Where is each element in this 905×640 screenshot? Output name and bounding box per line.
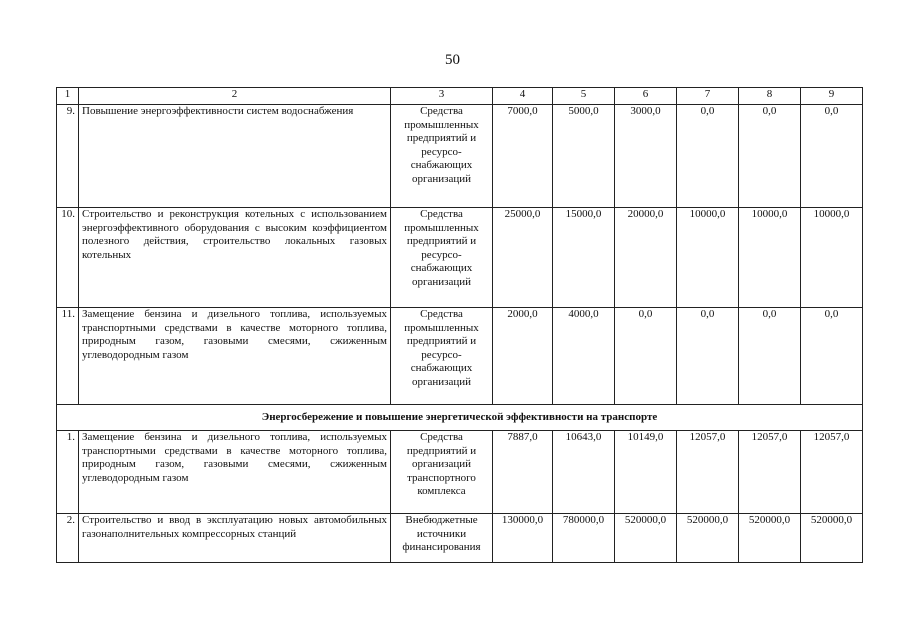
column-header: 7 [677, 88, 739, 105]
row-value: 10149,0 [615, 431, 677, 514]
column-header: 2 [79, 88, 391, 105]
row-value: 520000,0 [801, 514, 863, 563]
row-value: 0,0 [677, 308, 739, 405]
row-value: 520000,0 [677, 514, 739, 563]
row-value: 780000,0 [553, 514, 615, 563]
row-value: 12057,0 [739, 431, 801, 514]
column-header: 8 [739, 88, 801, 105]
row-value: 10000,0 [801, 208, 863, 308]
column-header: 3 [391, 88, 493, 105]
row-description: Строительство и ввод в эксплуатацию новых автомобильных газонаполнительных компрессорных станций [79, 514, 391, 563]
section-header-row [57, 405, 863, 431]
table-header-row [57, 88, 863, 105]
row-description: Замещение бензина и дизельного топлива, используемых транспортными средствами в качестве моторного топлива, природным газом, газовыми смесями, сжиженным углеводородным газом [79, 308, 391, 405]
row-source: Внебюджетные источники финансирования [391, 514, 493, 563]
section-title: Энергосбережение и повышение энергетической эффективности на транспорте [57, 405, 863, 431]
column-header: 4 [493, 88, 553, 105]
row-value: 520000,0 [739, 514, 801, 563]
row-number: 10. [57, 208, 79, 308]
row-value: 7000,0 [493, 105, 553, 208]
row-value: 4000,0 [553, 308, 615, 405]
row-value: 10643,0 [553, 431, 615, 514]
row-source: Средства промышленных предприятий и ресурсо-снабжающих организаций [391, 208, 493, 308]
table-row [57, 431, 863, 514]
table-row [57, 105, 863, 208]
column-header: 9 [801, 88, 863, 105]
table-row [57, 514, 863, 563]
row-value: 10000,0 [739, 208, 801, 308]
row-value: 0,0 [739, 308, 801, 405]
row-value: 3000,0 [615, 105, 677, 208]
row-value: 5000,0 [553, 105, 615, 208]
row-value: 12057,0 [801, 431, 863, 514]
row-number: 2. [57, 514, 79, 563]
row-value: 0,0 [677, 105, 739, 208]
row-value: 7887,0 [493, 431, 553, 514]
row-value: 25000,0 [493, 208, 553, 308]
row-value: 130000,0 [493, 514, 553, 563]
row-value: 0,0 [615, 308, 677, 405]
row-value: 0,0 [801, 105, 863, 208]
row-value: 0,0 [801, 308, 863, 405]
row-source: Средства промышленных предприятий и ресурсо-снабжающих организаций [391, 105, 493, 208]
row-value: 15000,0 [553, 208, 615, 308]
row-value: 0,0 [739, 105, 801, 208]
row-number: 1. [57, 431, 79, 514]
column-header: 6 [615, 88, 677, 105]
row-number: 9. [57, 105, 79, 208]
row-description: Замещение бензина и дизельного топлива, используемых транспортными средствами в качестве моторного топлива, природным газом, газовыми смесями, сжиженным углеводородным газом [79, 431, 391, 514]
row-value: 20000,0 [615, 208, 677, 308]
row-source: Средства предприятий и организаций транспортного комплекса [391, 431, 493, 514]
row-value: 520000,0 [615, 514, 677, 563]
column-header: 1 [57, 88, 79, 105]
row-source: Средства промышленных предприятий и ресурсо-снабжающих организаций [391, 308, 493, 405]
row-description: Повышение энергоэффективности систем водоснабжения [79, 105, 391, 208]
measures-table [56, 87, 863, 563]
row-description: Строительство и реконструкция котельных с использованием энергоэффективного оборудования с высоким коэффициентом полезного действия, строительство локальных газовых котельных [79, 208, 391, 308]
row-value: 10000,0 [677, 208, 739, 308]
table-row [57, 308, 863, 405]
row-value: 12057,0 [677, 431, 739, 514]
column-header: 5 [553, 88, 615, 105]
table-row [57, 208, 863, 308]
row-value: 2000,0 [493, 308, 553, 405]
row-number: 11. [57, 308, 79, 405]
page-number: 50 [445, 52, 460, 68]
